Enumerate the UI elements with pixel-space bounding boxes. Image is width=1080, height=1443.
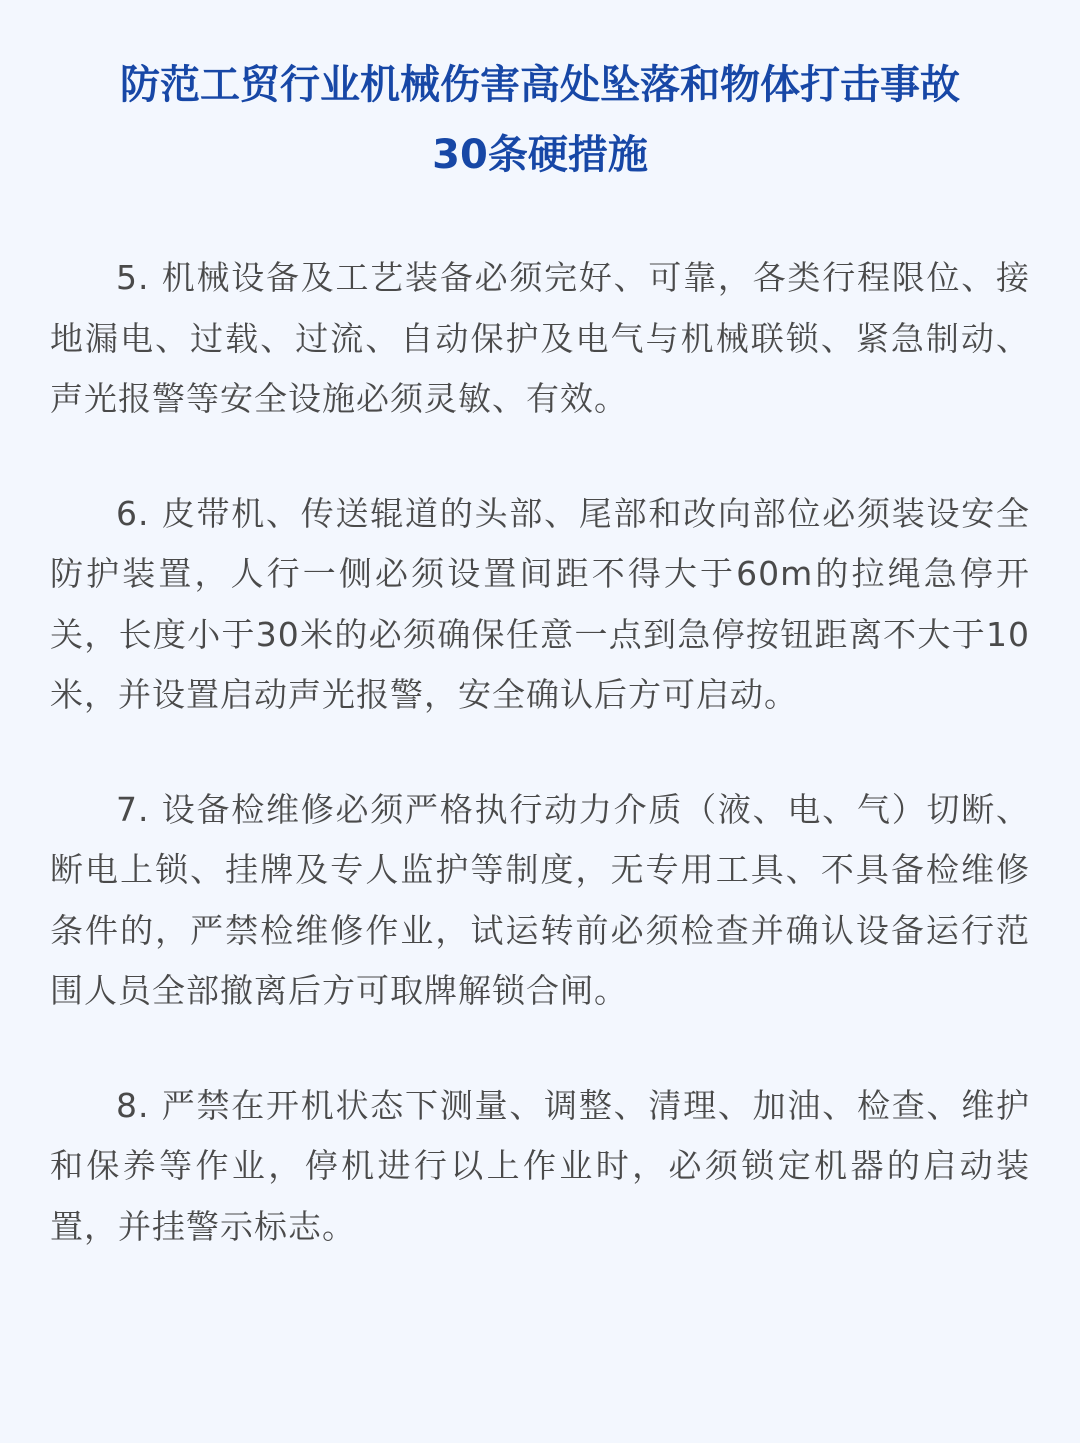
- paragraph-item-5: 5. 机械设备及工艺装备必须完好、可靠，各类行程限位、接地漏电、过载、过流、自动保护及电气与机械联锁、紧急制动、声光报警等安全设施必须灵敏、有效。: [50, 258, 1030, 418]
- content-body: [50, 248, 1030, 1257]
- title-line-1: 防范工贸行业机械伤害高处坠落和物体打击事故: [120, 62, 960, 108]
- paragraph-item-6: 6. 皮带机、传送辊道的头部、尾部和改向部位必须装设安全防护装置，人行一侧必须设置间距不得大于60m的拉绳急停开关，长度小于30米的必须确保任意一点到急停按钮距离不大于10米，并设置启动声光报警，安全确认后方可启动。: [50, 493, 1030, 714]
- paragraph-item-8: 8. 严禁在开机状态下测量、调整、清理、加油、检查、维护和保养等作业，停机进行以上作业时，必须锁定机器的启动装置，并挂警示标志。: [50, 1085, 1030, 1246]
- title-line-2: 30条硬措施: [432, 132, 648, 178]
- paragraph-item-7: 7. 设备检维修必须严格执行动力介质（液、电、气）切断、断电上锁、挂牌及专人监护等制度，无专用工具、不具备检维修条件的，严禁检维修作业，试运转前必须检查并确认设备运行范围人员全部撤离后方可取牌解锁合闸。: [50, 789, 1030, 1010]
- page-title: [50, 50, 1030, 190]
